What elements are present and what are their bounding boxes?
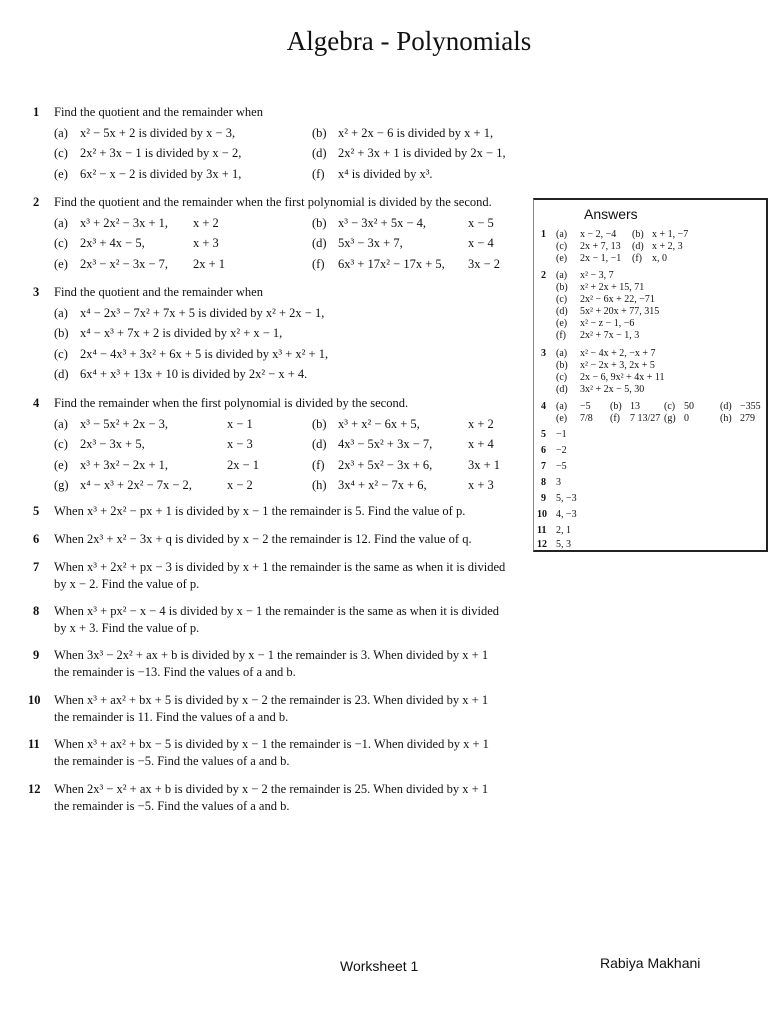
part-row: (a) x³ − 5x² + 2x − 3, x − 1 (b) x³ + x² − 6x + 5, x + 2: [54, 416, 494, 431]
question-number: 4: [33, 396, 40, 410]
question-3: [0, 282, 560, 385]
question-number: 1: [33, 105, 40, 119]
page-title: Algebra - Polynomials: [286, 26, 532, 56]
question-9: [0, 645, 560, 679]
answer-row: (c) 2x − 6, 9x² + 4x + 11: [556, 372, 665, 383]
answer-row: 4 (a) −5 (b) 13 (c) 50 (d) −355: [541, 401, 761, 412]
part-row: (a) x⁴ − 2x³ − 7x² + 7x + 5 is divided by x² + 2x − 1,: [54, 305, 325, 320]
question-number: 12: [28, 782, 41, 796]
answer-row: (c) 2x² − 6x + 22, −71: [556, 294, 655, 305]
part-row: (g) x⁴ − x³ + 2x² − 7x − 2, x − 2 (h) 3x⁴ + x² − 7x + 6, x + 3: [54, 478, 494, 492]
answer-row: (e) 2x − 1, −1 (f) x, 0: [556, 253, 667, 264]
question-text: the remainder is 11. Find the values of a and b.: [54, 710, 289, 724]
question-text: Find the quotient and the remainder when: [54, 105, 263, 119]
question-10: [0, 690, 560, 724]
part-row: (e) x³ + 3x² − 2x + 1, 2x − 1 (f) 2x³ + 5x² − 3x + 6, 3x + 1: [54, 457, 501, 472]
question-text: the remainder is −5. Find the values of a and b.: [54, 754, 290, 768]
question-text: When 2x³ − x² + ax + b is divided by x − 2 the remainder is 25. When divided by x + 1: [54, 782, 489, 796]
answer-row: 11 2, 1: [537, 525, 571, 536]
question-text: When x³ + 2x² + px − 3 is divided by x + 1 the remainder is the same as when it is divided: [54, 560, 506, 574]
answer-row: (d) 3x² + 2x − 5, 30: [556, 384, 645, 395]
question-text: When x³ + ax² + bx − 5 is divided by x − 1 the remainder is −1. When divided by x + 1: [54, 737, 489, 751]
part-row: (b) x⁴ − x³ + 7x + 2 is divided by x² + x − 1,: [54, 326, 283, 340]
answer-row: (e) 7/8 (f) 7 13/27 (g) 0 (h) 279: [556, 413, 755, 424]
question-text: Find the quotient and the remainder when the first polynomial is divided by the second.: [54, 195, 492, 209]
question-number: 2: [33, 195, 40, 209]
question-12: [0, 779, 560, 813]
answer-row: (f) 2x² + 7x − 1, 3: [556, 330, 640, 341]
answer-row: 8 3: [541, 477, 561, 488]
question-text: by x + 3. Find the value of p.: [54, 621, 200, 635]
question-text: Find the remainder when the first polynomial is divided by the second.: [54, 396, 409, 410]
question-number: 3: [33, 285, 40, 299]
answer-row: 2 (a) x² − 3, 7: [541, 270, 614, 281]
question-11: [0, 734, 560, 768]
question-text: When x³ + 2x² − px + 1 is divided by x − 1 the remainder is 5. Find the value of p.: [54, 504, 466, 518]
answer-row: 5 −1: [541, 429, 567, 440]
answer-row: (c) 2x + 7, 13 (d) x + 2, 3: [556, 241, 683, 252]
part-row: (c) 2x⁴ − 4x³ + 3x² + 6x + 5 is divided by x³ + x² + 1,: [54, 346, 329, 361]
footer-worksheet: Worksheet 1: [340, 958, 419, 974]
question-text: the remainder is −13. Find the values of a and b.: [54, 665, 296, 679]
answer-row: 7 −5: [541, 461, 567, 472]
question-4: [0, 393, 560, 496]
answer-row: (b) x² − 2x + 3, 2x + 5: [556, 360, 655, 371]
part-row: (c) 2x³ + 4x − 5, x + 3 (d) 5x³ − 3x + 7, x − 4: [54, 236, 494, 250]
question-text: Find the quotient and the remainder when: [54, 285, 263, 299]
question-8: [0, 601, 560, 635]
part-row: (d) 6x⁴ + x³ + 13x + 10 is divided by 2x² − x + 4.: [54, 367, 308, 381]
answers-box: [533, 198, 768, 552]
question-number: 11: [28, 737, 40, 751]
answer-row: 3 (a) x² − 4x + 2, −x + 7: [541, 348, 656, 359]
question-number: 5: [33, 504, 40, 518]
part-row: (e) 6x² − x − 2 is divided by 3x + 1, (f) x⁴ is divided by x³.: [54, 166, 433, 181]
part-row: (c) 2x² + 3x − 1 is divided by x − 2, (d) 2x² + 3x + 1 is divided by 2x − 1,: [54, 146, 506, 160]
question-text: the remainder is −5. Find the values of a and b.: [54, 799, 290, 813]
question-5: [0, 501, 560, 522]
question-2: [0, 192, 560, 274]
answer-row: (b) x² + 2x + 15, 71: [556, 282, 645, 293]
question-number: 10: [28, 693, 41, 707]
part-row: (c) 2x³ − 3x + 5, x − 3 (d) 4x³ − 5x² + 3x − 7, x + 4: [54, 437, 494, 451]
answer-row: 6 −2: [541, 445, 567, 456]
question-number: 6: [33, 532, 40, 546]
question-1: [0, 102, 560, 184]
question-number: 7: [33, 560, 40, 574]
question-text: by x − 2. Find the value of p.: [54, 577, 200, 591]
answer-row: 12 5, 3: [537, 539, 571, 550]
question-text: When 3x³ − 2x² + ax + b is divided by x − 1 the remainder is 3. When divided by x + 1: [54, 648, 489, 662]
question-text: When x³ + ax² + bx + 5 is divided by x − 2 the remainder is 23. When divided by x + 1: [54, 693, 489, 707]
answer-row: (e) x² − z − 1, −6: [556, 318, 635, 329]
footer-author: Rabiya Makhani: [600, 955, 701, 971]
question-7: [0, 557, 560, 591]
answers-title: Answers: [584, 206, 638, 222]
question-number: 9: [33, 648, 40, 662]
answer-row: 1 (a) x − 2, −4 (b) x + 1, −7: [541, 229, 689, 240]
question-text: When x³ + px² − x − 4 is divided by x − 1 the remainder is the same as when it is divided: [54, 604, 499, 618]
part-row: (a) x³ + 2x² − 3x + 1, x + 2 (b) x³ − 3x² + 5x − 4, x − 5: [54, 215, 494, 230]
part-row: (a) x² − 5x + 2 is divided by x − 3, (b) x² + 2x − 6 is divided by x + 1,: [54, 125, 494, 140]
answer-row: 9 5, −3: [541, 493, 577, 504]
question-text: When 2x³ + x² − 3x + q is divided by x − 2 the remainder is 12. Find the value of q.: [54, 532, 472, 546]
question-6: [0, 529, 560, 550]
question-number: 8: [33, 604, 40, 618]
answer-row: (d) 5x² + 20x + 77, 315: [556, 306, 660, 317]
part-row: (e) 2x³ − x² − 3x − 7, 2x + 1 (f) 6x³ + 17x² − 17x + 5, 3x − 2: [54, 256, 501, 271]
answer-row: 10 4, −3: [537, 509, 577, 520]
